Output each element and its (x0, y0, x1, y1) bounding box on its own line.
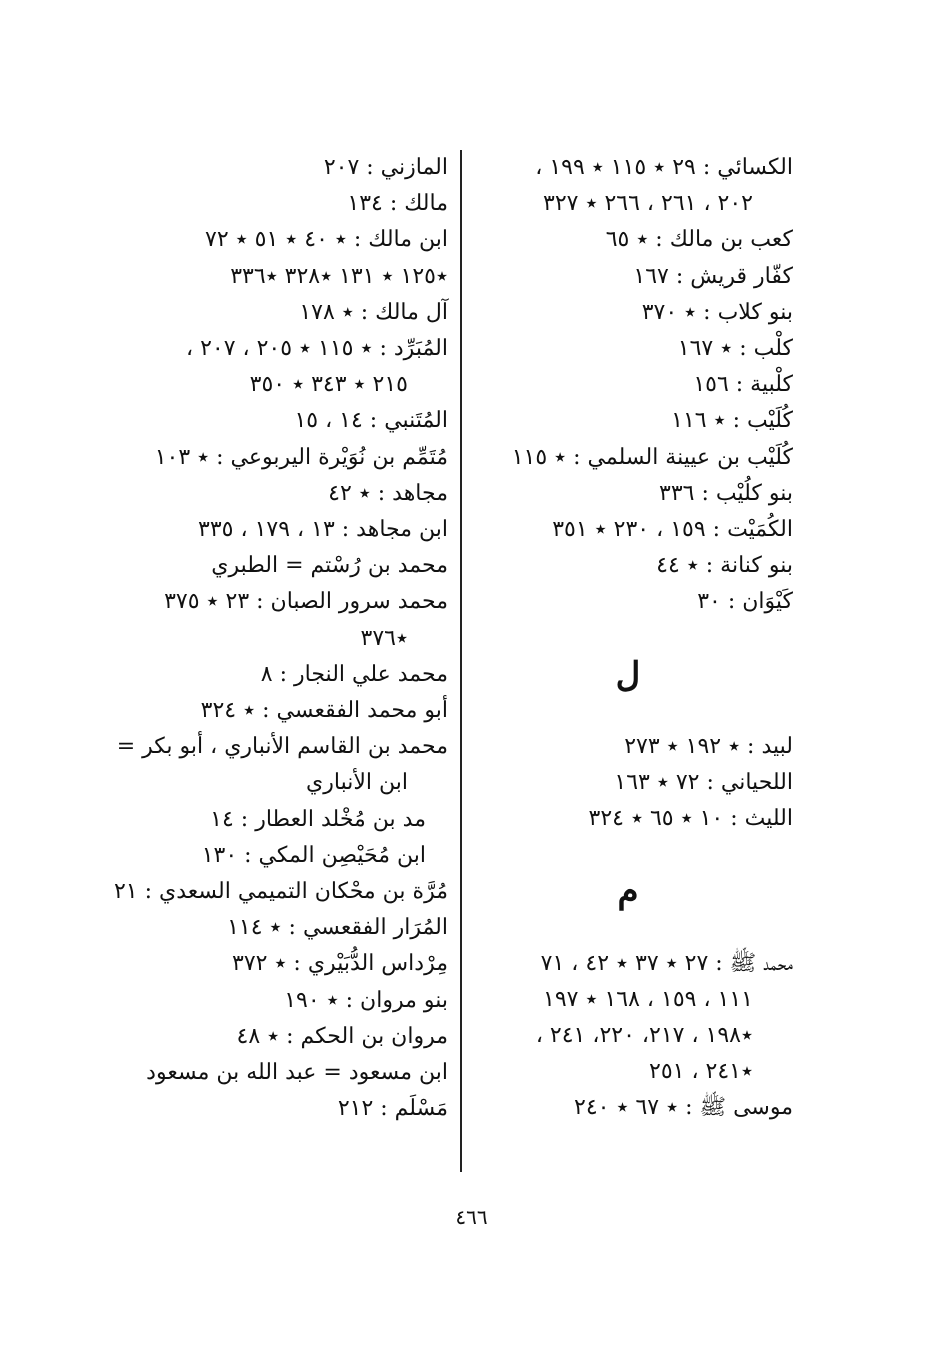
index-entry: الكُمَيْت : ١٥٩ ، ٢٣٠ ٭ ٣٥١ (552, 517, 793, 543)
index-entry: ابن مالك : ٭ ٤٠ ٭ ٥١ ٭ ٧٢ (205, 227, 448, 253)
index-entry: محمد بن القاسم الأنباري ، أبو بكر = (116, 734, 448, 760)
index-entry: كعب بن مالك : ٭ ٦٥ (605, 227, 793, 253)
right-index-column (463, 150, 793, 1127)
index-entry-continuation: ٭١٩٨ ، ٢١٧، ٢٢٠، ٢٤١ ، (535, 1023, 753, 1049)
index-entry: ابن مجاهد : ١٣ ، ١٧٩ ، ٣٣٥ (198, 517, 448, 543)
section-letter-heading: ل (615, 654, 641, 695)
index-entry-continuation: ٭٣٧٦ (360, 625, 408, 651)
index-entry: مُرَّة بن محْكان التميمي السعدي : ٢١ (113, 879, 448, 905)
column-divider (460, 150, 462, 1172)
index-entry-continuation: ٢٠٢ ، ٢٦١ ، ٢٦٦ ٭ ٣٢٧ (543, 191, 753, 217)
index-entry: ابن مسعود = عبد الله بن مسعود (146, 1060, 448, 1086)
index-entry: بنو مروان : ٭ ١٩٠ (284, 987, 448, 1013)
left-index-column (113, 150, 448, 1127)
index-entry: المازني : ٢٠٧ (323, 155, 448, 180)
index-entry: مُتَمِّم بن نُوَيْرة اليربوعي : ٭ ١٠٣ (154, 444, 448, 470)
index-entry: بنو كلاب : ٭ ٣٧٠ (641, 299, 793, 325)
index-entry: موسى ﷺ : ٭ ٦٧ ٭ ٢٤٠ (574, 1095, 793, 1121)
index-entry: مَسْلَم : ٢١٢ (337, 1096, 448, 1122)
index-entry: الليث : ١٠ ٭ ٦٥ ٭ ٣٢٤ (588, 806, 793, 832)
index-entry: أبو محمد الفقعسي : ٭ ٣٢٤ (200, 698, 448, 724)
index-entry: كفّار قريش : ١٦٧ (633, 263, 793, 289)
index-entry-continuation: ١١١ ، ١٥٩ ، ١٦٨ ٭ ١٩٧ (543, 986, 753, 1012)
index-entry: لبيد : ٭ ١٩٢ ٭ ٢٧٣ (624, 733, 793, 759)
index-entry-continuation: ٭٢٤١ ، ٢٥١ (649, 1059, 753, 1085)
index-entry: كُلَيْب : ٭ ١١٦ (671, 408, 793, 434)
index-entry: مد بن مُخْلد العطار : ١٤ (210, 806, 426, 832)
index-entry: كلْبية : ١٥٦ (693, 372, 793, 398)
index-entry: بنو كلُيْب : ٣٣٦ (659, 480, 793, 506)
index-entry: مالك : ١٣٤ (347, 191, 448, 217)
index-entry: آل مالك : ٭ ١٧٨ (299, 299, 448, 325)
index-entry: الكسائي : ٢٩ ٭ ١١٥ ٭ ١٩٩ ، (535, 155, 793, 180)
index-entry: ابن مُحَيْصِن المكي : ١٣٠ (201, 842, 426, 868)
index-entry-continuation: ٢١٥ ٭ ٣٤٣ ٭ ٣٥٠ (249, 372, 408, 398)
page-number: ٤٦٦ (455, 1205, 488, 1229)
index-entry: مروان بن الحكم : ٭ ٤٨ (236, 1023, 448, 1049)
index-entry: كلْب : ٭ ١٦٧ (677, 336, 793, 362)
index-entry: محمد علي النجار : ٨ (260, 661, 448, 687)
index-entry: محمد ﷺ : ٢٧ ٭ ٣٧ ٭ ٤٢ ، ٧١ (540, 950, 793, 976)
index-entry: بنو كنانة : ٭ ٤٤ (656, 553, 793, 579)
index-entry: ٭١٢٥ ٭ ١٣١ ٭٣٢٨ ٭٣٣٦ (230, 263, 448, 289)
section-letter-heading: م (617, 871, 639, 912)
index-entry: اللحياني : ٧٢ ٭ ١٦٣ (614, 770, 793, 796)
index-entry: محمد سرور الصبان : ٢٣ ٭ ٣٧٥ (164, 589, 448, 615)
index-entry-continuation: ابن الأنباري (306, 770, 408, 796)
index-entry: كَيْوَان : ٣٠ (697, 589, 793, 615)
index-entry: مجاهد : ٭ ٤٢ (328, 480, 448, 506)
index-entry: مِرْداس الدُّبَيْري : ٭ ٣٧٢ (232, 951, 448, 977)
index-entry: المُتَنبي : ١٤ ، ١٥ (294, 408, 448, 434)
index-entry: المُرَار الفقعسي : ٭ ١١٤ (227, 915, 448, 941)
index-entry: المُبَرِّد : ٭ ١١٥ ٭ ٢٠٥ ، ٢٠٧ ، (185, 336, 448, 362)
index-entry: كُلَيْب بن عيينة السلمي : ٭ ١١٥ (511, 444, 793, 470)
index-entry: محمد بن رُسْتم = الطبري (211, 553, 448, 579)
